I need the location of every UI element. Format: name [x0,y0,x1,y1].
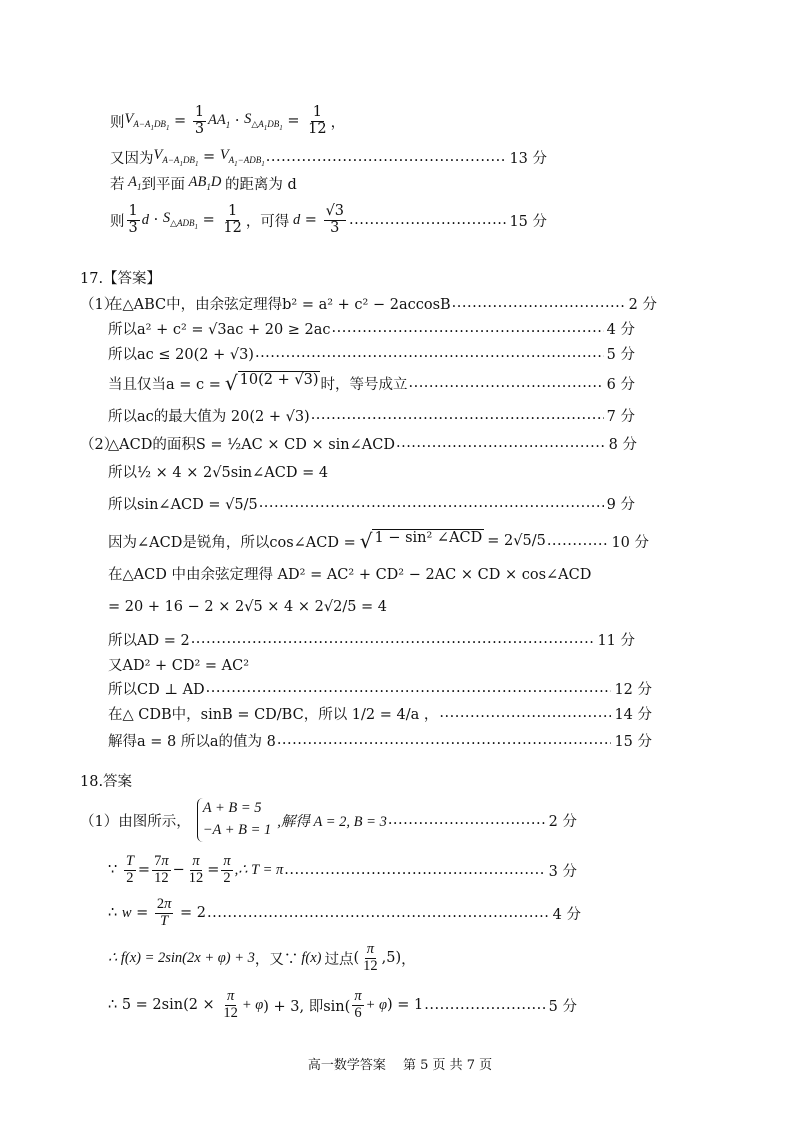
q18-line-4: ∴ f(x) = 2sin(2x + φ) + 3 ，又∵ f(x) 过点 ( $\frac{\pi}{12}$ ,5) ， [108,941,416,974]
q17-line-9: 因为∠ACD是锐角，所以cos∠ACD = √ 1 − sin² ∠ACD = 2√5/5 ..... 10 分 [108,526,649,556]
q18-heading: 18.答案 [80,773,133,790]
q18-line-5: ∴ 5 = 2sin(2 × $\frac{\pi}{12}$ + φ ) + 3, 即sin( $\frac{\pi}{6}$ + φ ) = 1 ..... 5 分 [108,985,577,1025]
q17-line-15: 在△ CDB中，sinB = CD/BC，所以 1/2 = 4/a ， ..... 14 分 [108,701,652,725]
q17-line-2: 所以a² + c² = √3ac + 20 ≥ 2ac ..... 4 分 [108,317,635,339]
q18-line-2: ∵ $\frac{T}{2}$ = $\frac{7\pi}{12}$ − $\frac{\pi}{12}$ = $\frac{\pi}{2}$ ,∴ T = π ..... 3 分 [108,850,577,890]
cont-line-4: 则 $\frac{1}{3}$ d · $S_{\triangle ADB_1}$ = $\frac{1}{12}$ ，可得 d = $\frac{√3}{3}$ ..... 15 分 [110,200,547,240]
cont-line-3: 若 $A_1$ 到平面 $AB_1D$ 的距离为 d [110,174,297,193]
leader-dots [266,149,507,165]
q18-line-1: （1）由图所示， A + B = 5 −A + B = 1 ,解得 A = 2, B = 3 ..... 2 分 [80,797,577,843]
q17-line-5: 所以ac的最大值为 20(2 + √3) ..... 7 分 [108,404,635,426]
q17-line-14: 所以CD ⊥ AD ..... 12 分 [108,677,652,699]
equation-system: A + B = 5 −A + B = 1 [197,798,272,842]
q17-line-7: 所以½ × 4 × 2√5sin∠ACD = 4 [108,464,329,481]
q17-line-12: 所以AD = 2 ..... 11 分 [108,628,635,650]
q17-line-4: 当且仅当a = c = √ 10(2 + √3) 时，等号成立 ..... 6 分 [108,368,635,398]
cont-line-2: 又因为 $V_{A-A_1DB_1}$ = $V_{A_1-ADB_1}$ ..... 13 分 [110,146,547,168]
q17-line-6: （2） △ACD的面积S = ½AC × CD × sin∠ACD ..... 8 分 [80,432,637,454]
q17-line-8: 所以sin∠ACD = √5/5 ..... 9 分 [108,490,635,516]
cont-line-1: 则 $V_{A-A_1DB_1}$ = $\frac{1}{3}$ $AA_1$ · $S_{\triangle A_1DB_1}$ = $\frac{1}{12}$ ， [110,104,346,137]
q17-heading: 17.【答案】 [80,270,162,287]
q17-line-1: （1） 在△ABC中，由余弦定理得b² = a² + c² − 2accosB ..... 2 分 [80,292,657,314]
q17-line-3: 所以ac ≤ 20(2 + √3) ..... 5 分 [108,342,635,364]
q17-line-16: 解得a = 8 所以a的值为 8 ..... 15 分 [108,729,652,751]
page-footer: 高一数学答案 第 5 页 共 7 页 [307,1058,493,1073]
q18-line-3: ∴ w = $\frac{2\pi}{T}$ = 2 ..... 4 分 [108,893,581,933]
q17-line-10: 在△ACD 中由余弦定理得 AD² = AC² + CD² − 2AC × CD × cos∠ACD [108,566,592,583]
q17-line-13: 又AD² + CD² = AC² [108,657,250,674]
q17-line-11: = 20 + 16 − 2 × 2√5 × 4 × 2√2/5 = 4 [108,599,388,615]
